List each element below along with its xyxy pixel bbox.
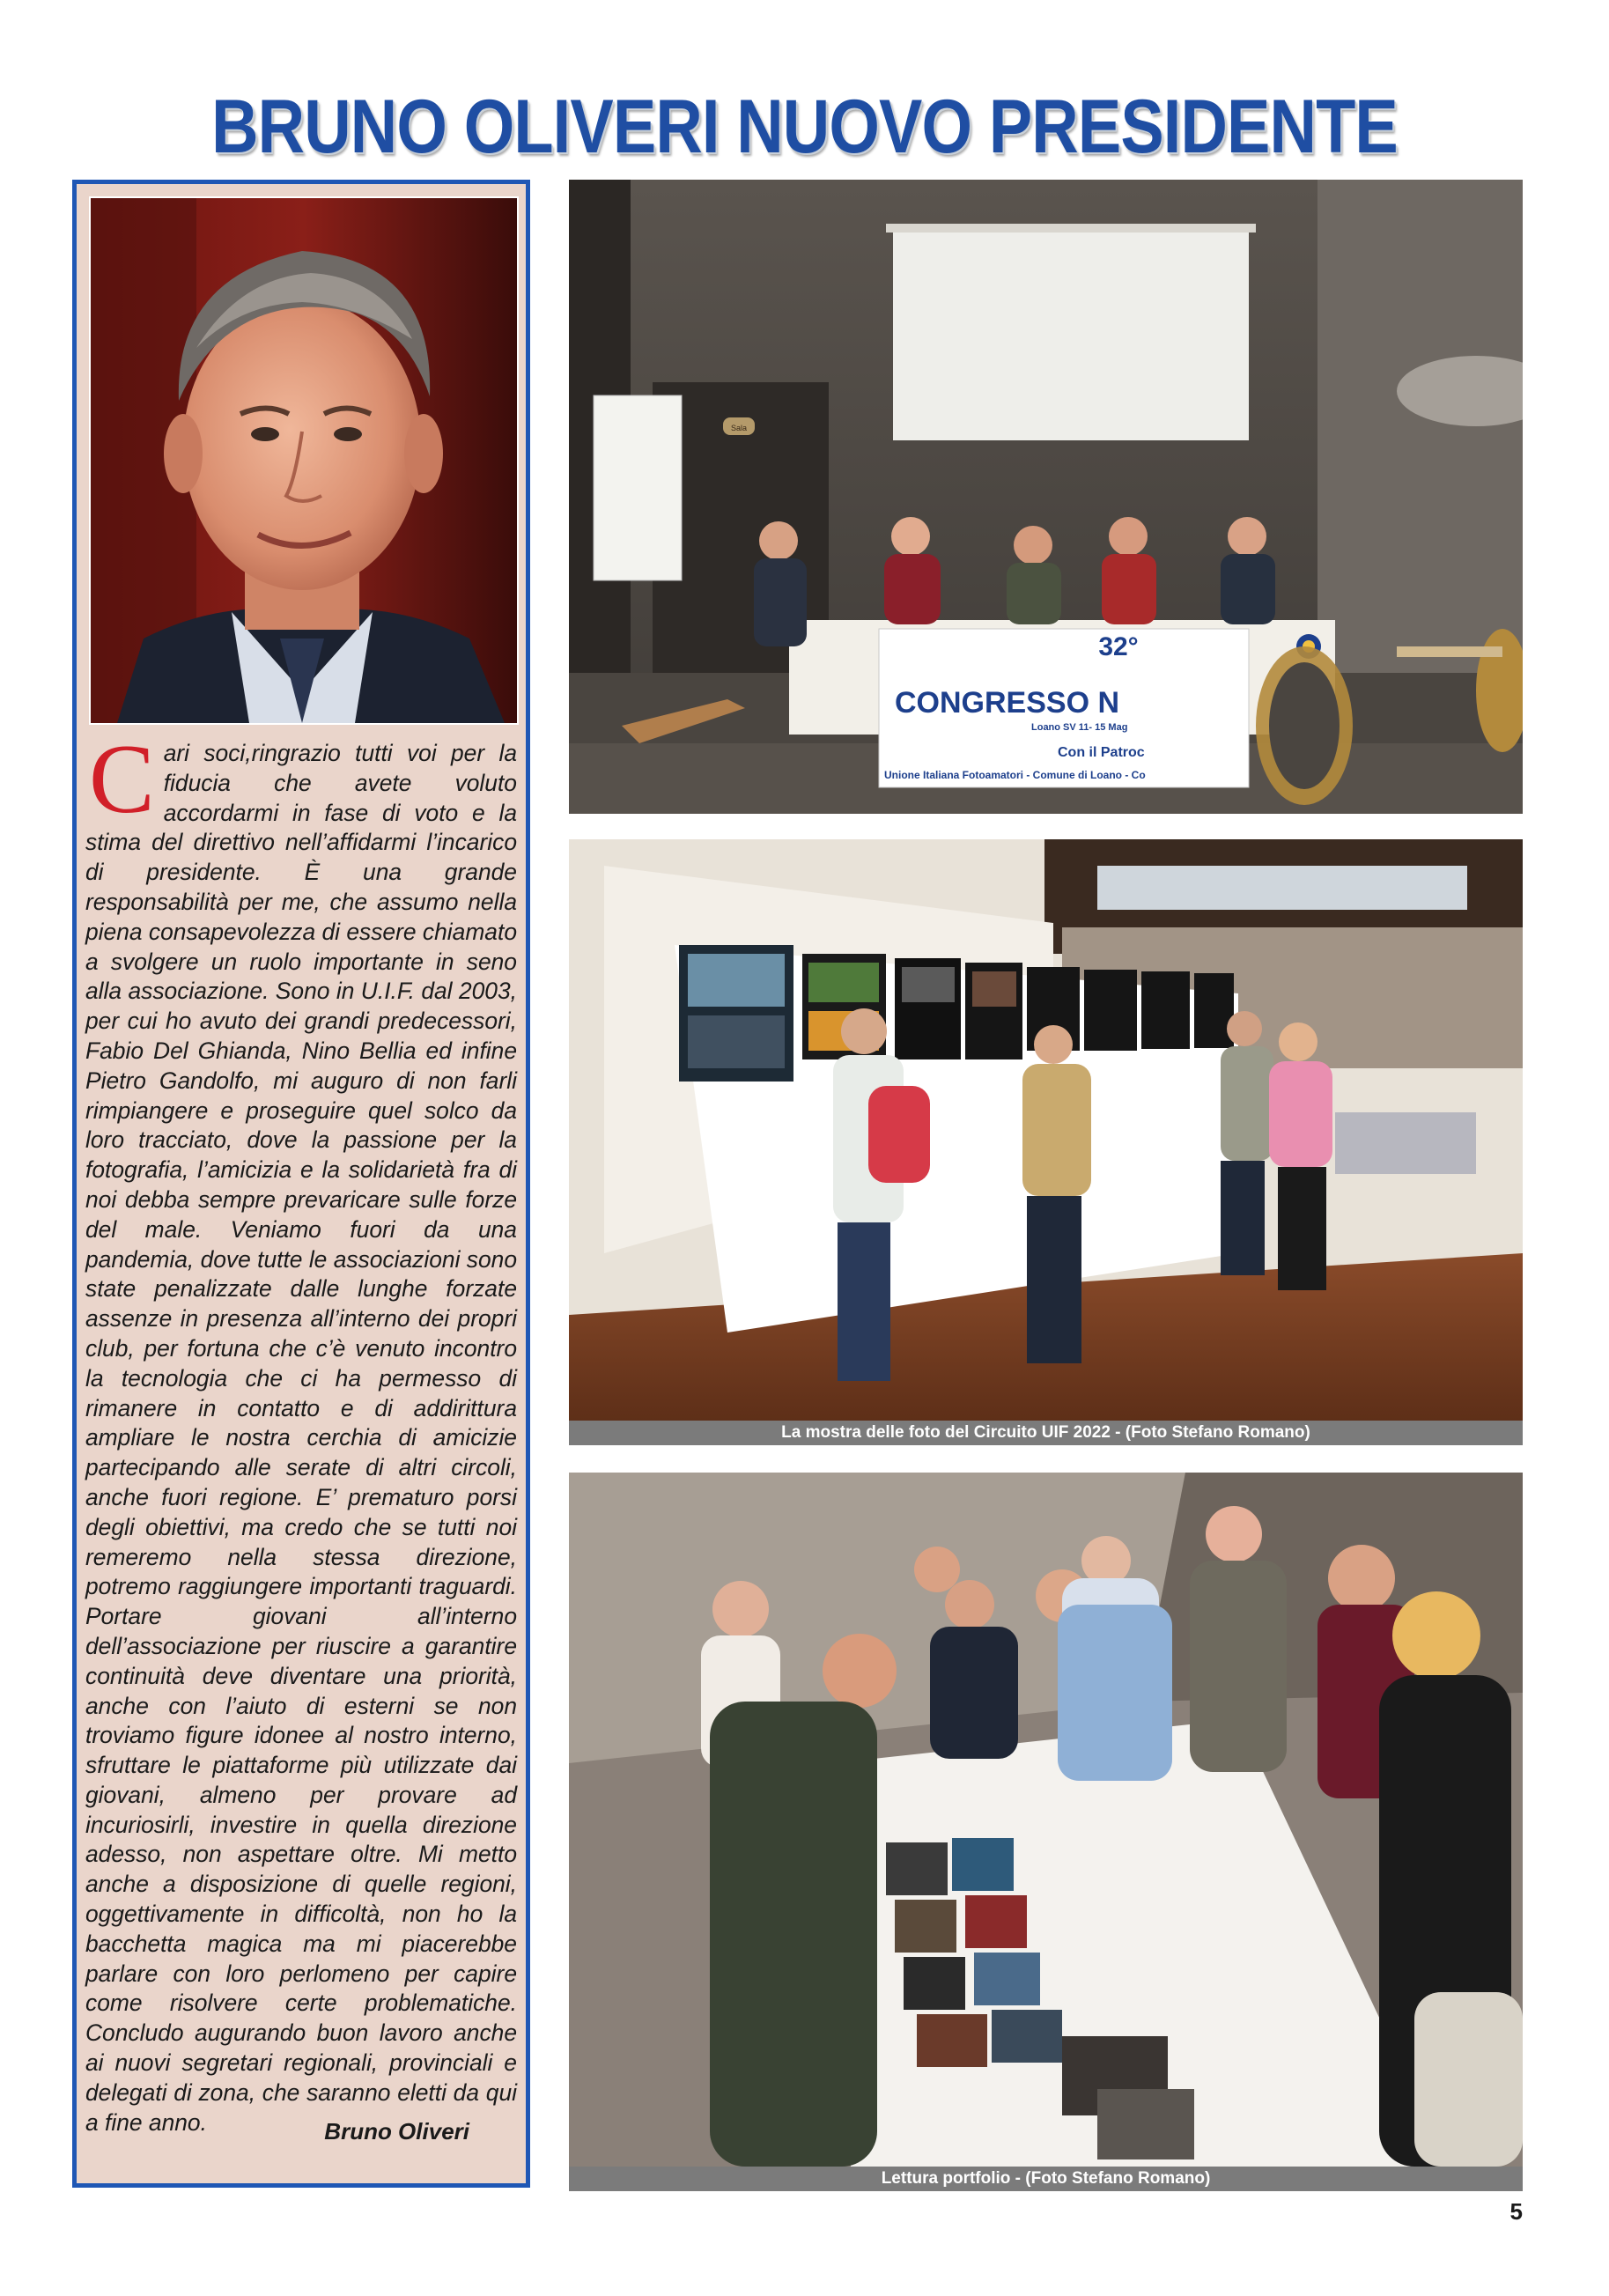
portfolio-caption: Lettura portfolio - (Foto Stefano Romano)	[569, 2167, 1523, 2191]
article-title: BRUNO OLIVERI NUOVO PRESIDENTE	[211, 85, 1398, 169]
door-sign: Sala	[730, 424, 748, 432]
letter-text: ari soci,ringrazio tutti voi per la fiducia che avete voluto accordarmi in fase di voto e la stima del direttivo nell’affidarmi l’incarico di presidente. È una grande responsabilità per me, che assumo nella piena consapevolezza di essere chiamato a svolgere un ruolo importante in seno alla associazione. Sono in U.I.F. dal 2003, per cui ho avuto dei grandi predecessori, Fabio Del Ghianda, Nino Bellia ed infine Pietro Gandolfo, mi auguro di non farli rimpiangere e proseguire quel solco da loro tracciato, dove la passione per la fotografia, l’amicizia e la solidarietà fra di noi debba sempre prevaricare sulle forze del male. Veniamo fuori da una pandemia, dove tutte le associazioni sono state penalizzate dalle lunghe forzate assenze in presenza all’interno dei propri club, per fortuna che c’è venuto incontro la tecnologia che ci ha permesso di rimanere in contatto e di addirittura ampliare le nostra cerchia di amicizie partecipando alle serate di altri circoli, anche fuori regione. E’ prematuro porsi degli obiettivi, ma credo che se tutti noi remeremo nella stessa direzione, potremo raggiungere importanti traguardi. Portare giovani all’interno dell’associazione per riuscire a garantire continuità deve diventare una priorità, anche con l’aiuto di esterni se non troviamo figure idonee al nostro interno, sfruttare le piattaforme più utilizzate dai giovani, almeno per provare ad incuriosirli, investire in quella direzione adesso, non aspettare oltre. Mi metto anche a disposizione di quelle regioni, oggettivamente in difficoltà, non ho la bacchetta magica ma mi piacerebbe parlare con loro perlomeno per capire come risolvere certe problematiche. Concludo augurando buon lavoro anche ai nuovi segretari regionali, provinciali e delegati di zona, che saranno eletti da qui a fine anno.	[85, 740, 518, 2136]
banner-number: 32°	[1098, 632, 1139, 661]
dropcap: C	[89, 725, 155, 834]
banner-title: CONGRESSO N	[895, 686, 1120, 720]
letter-body	[85, 725, 518, 2137]
congress-photo	[569, 180, 1523, 814]
portfolio-photo	[569, 1473, 1523, 2167]
letter-sidebar	[72, 180, 530, 2188]
banner-footer: Unione Italiana Fotoamatori - Comune di Loano - Co	[884, 769, 1146, 781]
banner-patronage: Con il Patroc	[1058, 745, 1145, 760]
signature: Bruno Oliveri	[324, 2118, 469, 2145]
president-portrait	[89, 196, 519, 725]
exhibition-photo	[569, 839, 1523, 1421]
banner-sub: Loano SV 11- 15 Mag	[1031, 722, 1128, 733]
exhibition-caption: La mostra delle foto del Circuito UIF 2022 - (Foto Stefano Romano)	[569, 1421, 1523, 1445]
page-number: 5	[1509, 2198, 1523, 2225]
